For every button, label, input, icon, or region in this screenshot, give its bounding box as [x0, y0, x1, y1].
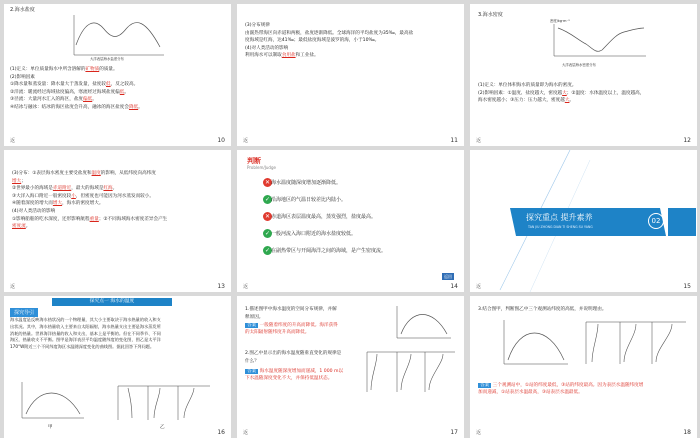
slide-footer: 返 [10, 138, 16, 144]
cross-icon: ✕ [264, 179, 271, 186]
line: 出状况。其中，海水热量收入主要来自太阳辐射，海水热量支出主要是海水蒸发所 [10, 323, 161, 329]
line: 2.图乙中显示出的海水温度随垂直变化的规律是 [245, 351, 342, 356]
temperature-latitude-chart [393, 304, 455, 344]
line: (1)定义：单位质量海水中所含溶解的矿物质的质量。 [10, 67, 118, 72]
judge-item: 海水温度随深度增加逐渐降低。 [271, 180, 342, 186]
answer-label: 答案 [480, 383, 490, 388]
section-badge: 02 [648, 213, 664, 229]
slide-number: 16 [217, 429, 225, 436]
line: 增大； [12, 178, 26, 184]
slide-body [245, 22, 413, 60]
check-icon: ✓ [264, 247, 271, 254]
temperature-depth-chart [582, 318, 690, 370]
section-title: 探究重点 提升素养 [526, 213, 593, 222]
temperature-depth-chart [363, 348, 459, 398]
line: (4)对人类活动的影响 [12, 208, 56, 214]
density-chart [550, 22, 650, 64]
line: (4)对人类活动的影响 [245, 45, 289, 51]
judge-item: 赤道海区表层温度最高，蒸发强烈，盐度最高。 [271, 214, 377, 220]
slide-12[interactable] [470, 4, 697, 146]
chart-caption: 大洋表层海水密度分布 [562, 63, 596, 67]
line: 170°W附近三个不同纬度海区水温随深度变化的曲线图。据此回答下列问题。 [10, 344, 155, 350]
slide-footer: 返 [243, 138, 249, 144]
slide-10[interactable] [4, 4, 231, 146]
slide-13[interactable] [4, 150, 231, 292]
line: 的太阳辐射随纬度升高而降低。 [245, 330, 310, 336]
line: 度海域是红海，达41‰；最低盐度海域是波罗的海，小于10‰。 [245, 38, 380, 44]
line: 海水温度是反映海水热状况的一个物理量，其大小主要取决于海水热量的收入和支 [10, 317, 161, 322]
line: 利用海水可以制取食用盐和工业盐。 [245, 53, 319, 59]
line: 海区，热量收支不平衡。图甲是海洋表层平均温度随纬度的变化图，图乙是太平洋 [10, 337, 161, 343]
check-icon: ✓ [264, 196, 271, 203]
line: ②洋流：暖流经过海域盐度偏高，寒流经过海域盐度偏低。 [10, 89, 129, 95]
slide-number: 12 [683, 137, 691, 144]
line: (2)影响因素：①温度、盐度越大，密度越大；②温度：水体温度以上，温度越高， [478, 90, 645, 96]
line: 密度流。 [12, 224, 31, 230]
line: (1)定义：单位体积海水的质量即为海水的密度。 [478, 83, 577, 88]
slide-footer: 返 [243, 284, 249, 290]
line: 海水密度越小；③压力：压力越大，密度越大。 [478, 98, 575, 104]
line: 1.描述图甲中海水温度的空间分布规律，并解 [245, 307, 337, 312]
chart-caption: 大洋表层海水盐度分布 [90, 57, 124, 61]
judge-item: 沿海地区的气温日较差比内陆小。 [271, 197, 347, 203]
answer-3 [478, 382, 643, 397]
line: 什么？ [245, 358, 259, 364]
slide-heading: 2.海水盐度 [10, 7, 35, 13]
line: ④随着深度的增大而增大，海水的密度增大。 [12, 201, 104, 207]
slide-footer: 返 [476, 430, 482, 436]
answer-label: 答案 [247, 369, 257, 374]
line: 答案 三个观测站中，①站的纬度最低，③站的纬度最高。因为表层水温随纬度增 [480, 383, 644, 388]
temperature-depth-chart [114, 382, 214, 424]
slide-heading: 3.海水密度 [478, 12, 503, 18]
slide-17[interactable] [237, 296, 464, 438]
answer-1 [245, 322, 338, 337]
slide-body [12, 170, 167, 231]
slide-16[interactable] [4, 296, 231, 438]
judge-item: 在副热带区与开阔海洋之间的海域，是产生密度流。 [271, 248, 387, 254]
line: ④结冰与融冰：结冰的海区盐度会升高，融冰的海区盐度会降低。 [10, 104, 143, 110]
line: 下水温随深度变化不大，并保持低温状态。 [245, 376, 333, 382]
line: ①影响船舶的吃水深度，还形影响航程重量；②不同海域海水密度差异会产生 [12, 216, 168, 222]
section-pinyin: TAN JIU ZHONG DIAN TI SHENG SU YANG [528, 225, 593, 229]
paragraph [10, 317, 161, 351]
slide-number: 10 [217, 137, 225, 144]
slide-body [478, 82, 644, 105]
slide-footer: 返 [476, 284, 482, 290]
slide-footer: 返 [476, 138, 482, 144]
line: ①降水量和蒸发量：降水量大于蒸发量，盐度较低，反之较高。 [10, 82, 139, 88]
line: (3)分布规律 [245, 23, 270, 28]
judge-item: 一般河流入海口附近的海水盐度较低。 [271, 231, 357, 237]
question-3: 3.结合图甲，判断图乙中三个观测站纬度的高低，并说明理由。 [478, 307, 607, 312]
slide-14[interactable] [237, 150, 464, 292]
figure-label: 乙 [160, 425, 165, 430]
temperature-latitude-chart [18, 380, 88, 424]
slide-body [10, 66, 143, 112]
line: (3)分布：①表层海水密度主要受盐度和温度的影响，从低纬度向高纬度 [12, 171, 156, 176]
line: ②世界最小的海域是赤道附近，最大的海域是红海。 [12, 186, 118, 192]
slide-number: 11 [450, 137, 458, 144]
line: 答案 一般随着纬度的升高而降低。海洋获得 [247, 323, 338, 328]
line: 答案 海水温度随深度增加而递减，1 000 m以 [247, 369, 344, 374]
line: 加而递减，①站表层水温最高，③站表层水温最低。 [478, 390, 583, 396]
back-button[interactable]: 返回 [444, 274, 452, 279]
section-banner: 探究点一 海水的温度 [52, 298, 172, 306]
answer-label: 答案 [247, 323, 257, 328]
answer-2 [245, 368, 343, 383]
line: ③径流：大量河水汇入的海区，盐度偏低。 [10, 97, 97, 103]
slide-number: 15 [683, 283, 691, 290]
line: ③大洋入海口附近一般密度较小，但密度也可能因为河水蒸发而较小。 [12, 193, 154, 199]
line: 由副热带海区向赤道和两极，盐度逐渐降低。全球海洋的平均盐度为35‰，最高盐 [245, 30, 414, 36]
line: 释原因。 [245, 314, 264, 320]
guide-tag: 探究导引 [10, 308, 38, 317]
slide-number: 17 [450, 429, 458, 436]
slide-18[interactable] [470, 296, 697, 438]
question-1 [245, 306, 337, 321]
temperature-latitude-chart [500, 318, 572, 370]
axis-unit: 密度/kg·m⁻³ [550, 19, 570, 23]
slide-footer: 返 [10, 284, 16, 290]
check-icon: ✓ [264, 230, 271, 237]
line: (2)影响因素 [10, 74, 35, 80]
slide-subtitle: Problem/Judge [247, 165, 276, 170]
slide-number: 13 [217, 283, 225, 290]
slide-title: 判断 [247, 157, 261, 165]
slide-number: 14 [450, 283, 458, 290]
line: 消耗的热量。世界海洋热量的收入和支出，基本上是平衡的。但在不同季节、不同 [10, 330, 161, 336]
slide-11[interactable] [237, 4, 464, 146]
cross-icon: ✕ [264, 213, 271, 220]
slide-footer: 返 [243, 430, 249, 436]
figure-label: 甲 [48, 425, 53, 430]
question-2 [245, 350, 341, 365]
slide-15[interactable] [470, 150, 697, 292]
slide-number: 18 [683, 429, 691, 436]
